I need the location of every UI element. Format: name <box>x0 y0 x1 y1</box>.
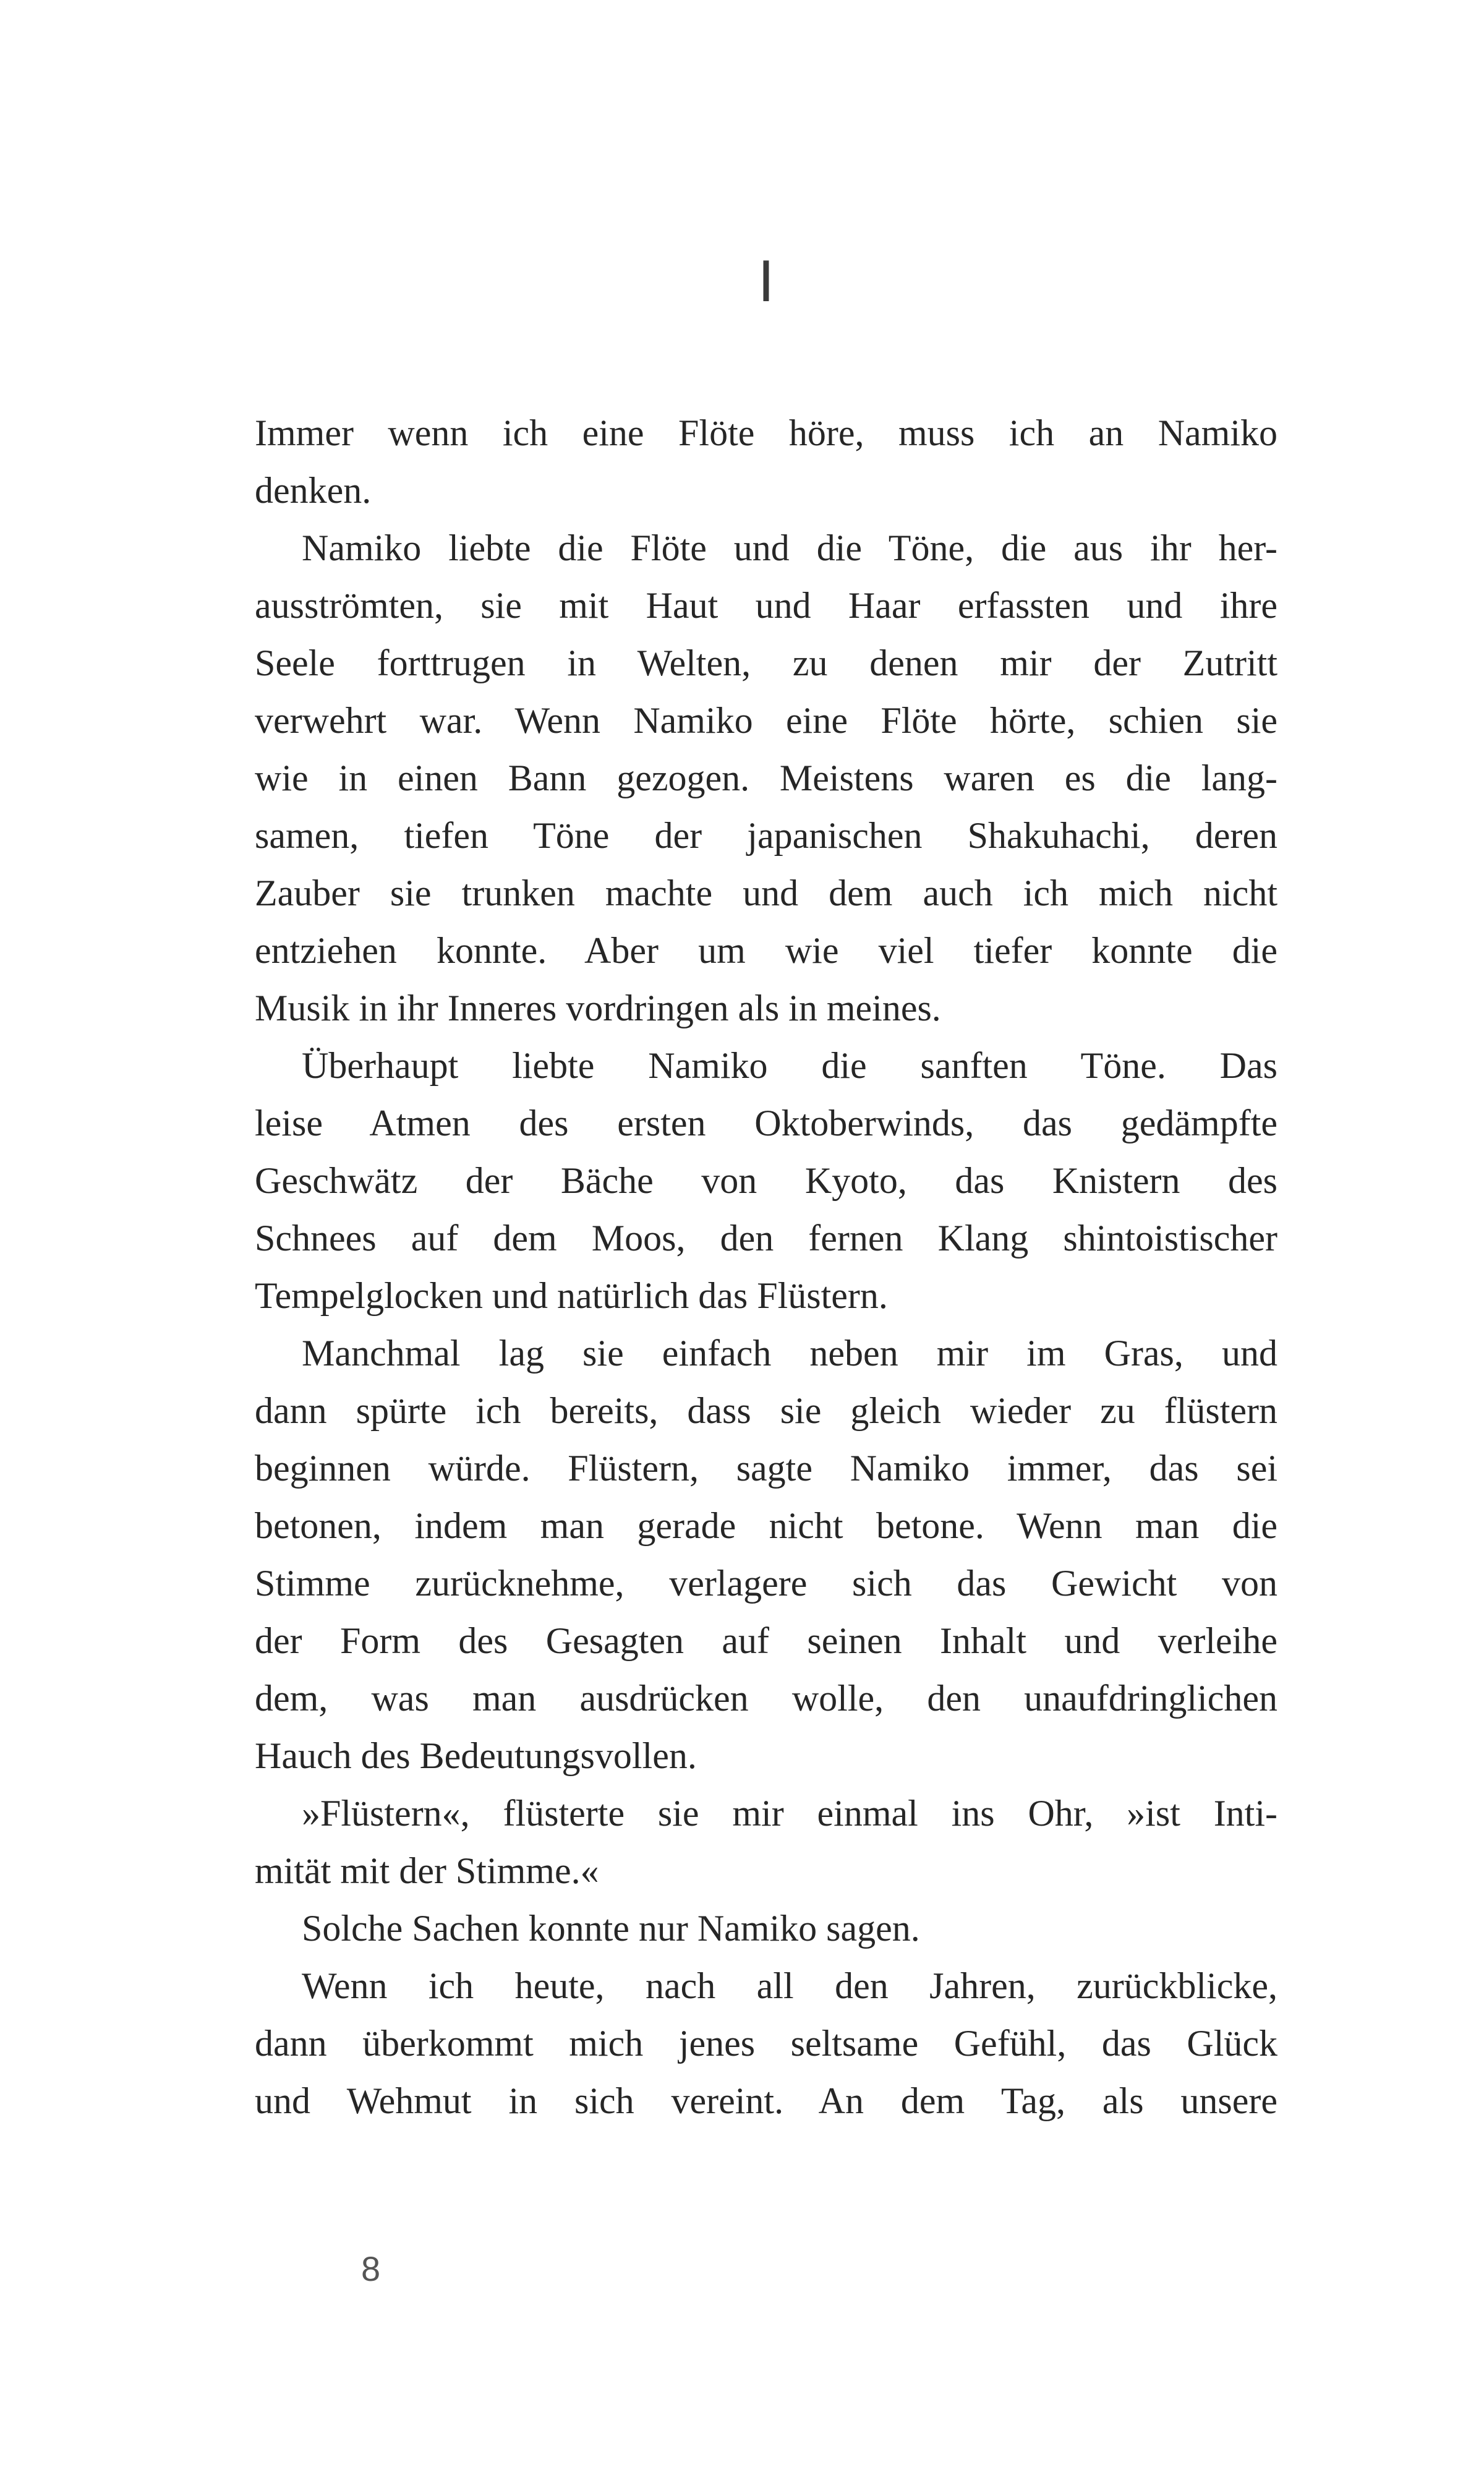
text-line: dann spürte ich bereits, dass sie gleich wieder zu flüstern <box>255 1390 1277 1431</box>
paragraph <box>255 1325 1277 1785</box>
text-line: Musik in ihr Inneres vordringen als in meines. <box>255 988 941 1028</box>
text-line: betonen, indem man gerade nicht betone. Wenn man die <box>255 1505 1277 1546</box>
text-line: Hauch des Bedeutungsvollen. <box>255 1735 697 1776</box>
body-text <box>255 404 1277 2130</box>
paragraph <box>255 1900 1277 1957</box>
text-line: Zauber sie trunken machte und dem auch ich mich nicht <box>255 873 1277 913</box>
text-line: der Form des Gesagten auf seinen Inhalt und verleihe <box>255 1620 1277 1661</box>
text-line: Seele forttrugen in Welten, zu denen mir der Zutritt <box>255 643 1277 683</box>
text-line: denken. <box>255 470 372 511</box>
text-line: verwehrt war. Wenn Namiko eine Flöte hörte, schien sie <box>255 700 1277 741</box>
text-line: Solche Sachen konnte nur Namiko sagen. <box>302 1908 920 1949</box>
text-line: Namiko liebte die Flöte und die Töne, die aus ihr her- <box>302 528 1277 568</box>
text-line: ausströmten, sie mit Haut und Haar erfassten und ihre <box>255 585 1277 626</box>
text-line: Wenn ich heute, nach all den Jahren, zurückblicke, <box>302 1965 1277 2006</box>
paragraph <box>255 1037 1277 1325</box>
page-number: 8 <box>361 2249 381 2288</box>
text-line: Schnees auf dem Moos, den fernen Klang shintoistischer <box>255 1218 1277 1259</box>
text-line: Manchmal lag sie einfach neben mir im Gras, und <box>302 1333 1277 1374</box>
text-line: Tempelglocken und natürlich das Flüstern. <box>255 1275 888 1316</box>
text-line: dem, was man ausdrücken wolle, den unaufdringlichen <box>255 1678 1277 1719</box>
text-line: und Wehmut in sich vereint. An dem Tag, als unsere <box>255 2080 1277 2121</box>
text-line: beginnen würde. Flüstern, sagte Namiko immer, das sei <box>255 1448 1277 1489</box>
text-line: »Flüstern«, flüsterte sie mir einmal ins Ohr, »ist Inti- <box>302 1793 1277 1834</box>
text-line: Immer wenn ich eine Flöte höre, muss ich an Namiko <box>255 412 1277 453</box>
paragraph <box>255 519 1277 1037</box>
text-line: wie in einen Bann gezogen. Meistens waren es die lang- <box>255 758 1277 798</box>
text-line: samen, tiefen Töne der japanischen Shakuhachi, deren <box>255 815 1277 856</box>
paragraph <box>255 404 1277 519</box>
text-line: dann überkommt mich jenes seltsame Gefühl, das Glück <box>255 2023 1277 2064</box>
paragraph <box>255 1785 1277 1900</box>
chapter-heading: I <box>757 248 775 314</box>
text-line: mität mit der Stimme.« <box>255 1850 599 1891</box>
text-line: leise Atmen des ersten Oktoberwinds, das gedämpfte <box>255 1103 1277 1143</box>
text-line: Überhaupt liebte Namiko die sanften Töne. Das <box>302 1045 1277 1086</box>
text-line: Stimme zurücknehme, verlagere sich das Gewicht von <box>255 1563 1277 1604</box>
text-line: entziehen konnte. Aber um wie viel tiefer konnte die <box>255 930 1277 971</box>
paragraph <box>255 1957 1277 2130</box>
text-line: Geschwätz der Bäche von Kyoto, das Knistern des <box>255 1160 1277 1201</box>
